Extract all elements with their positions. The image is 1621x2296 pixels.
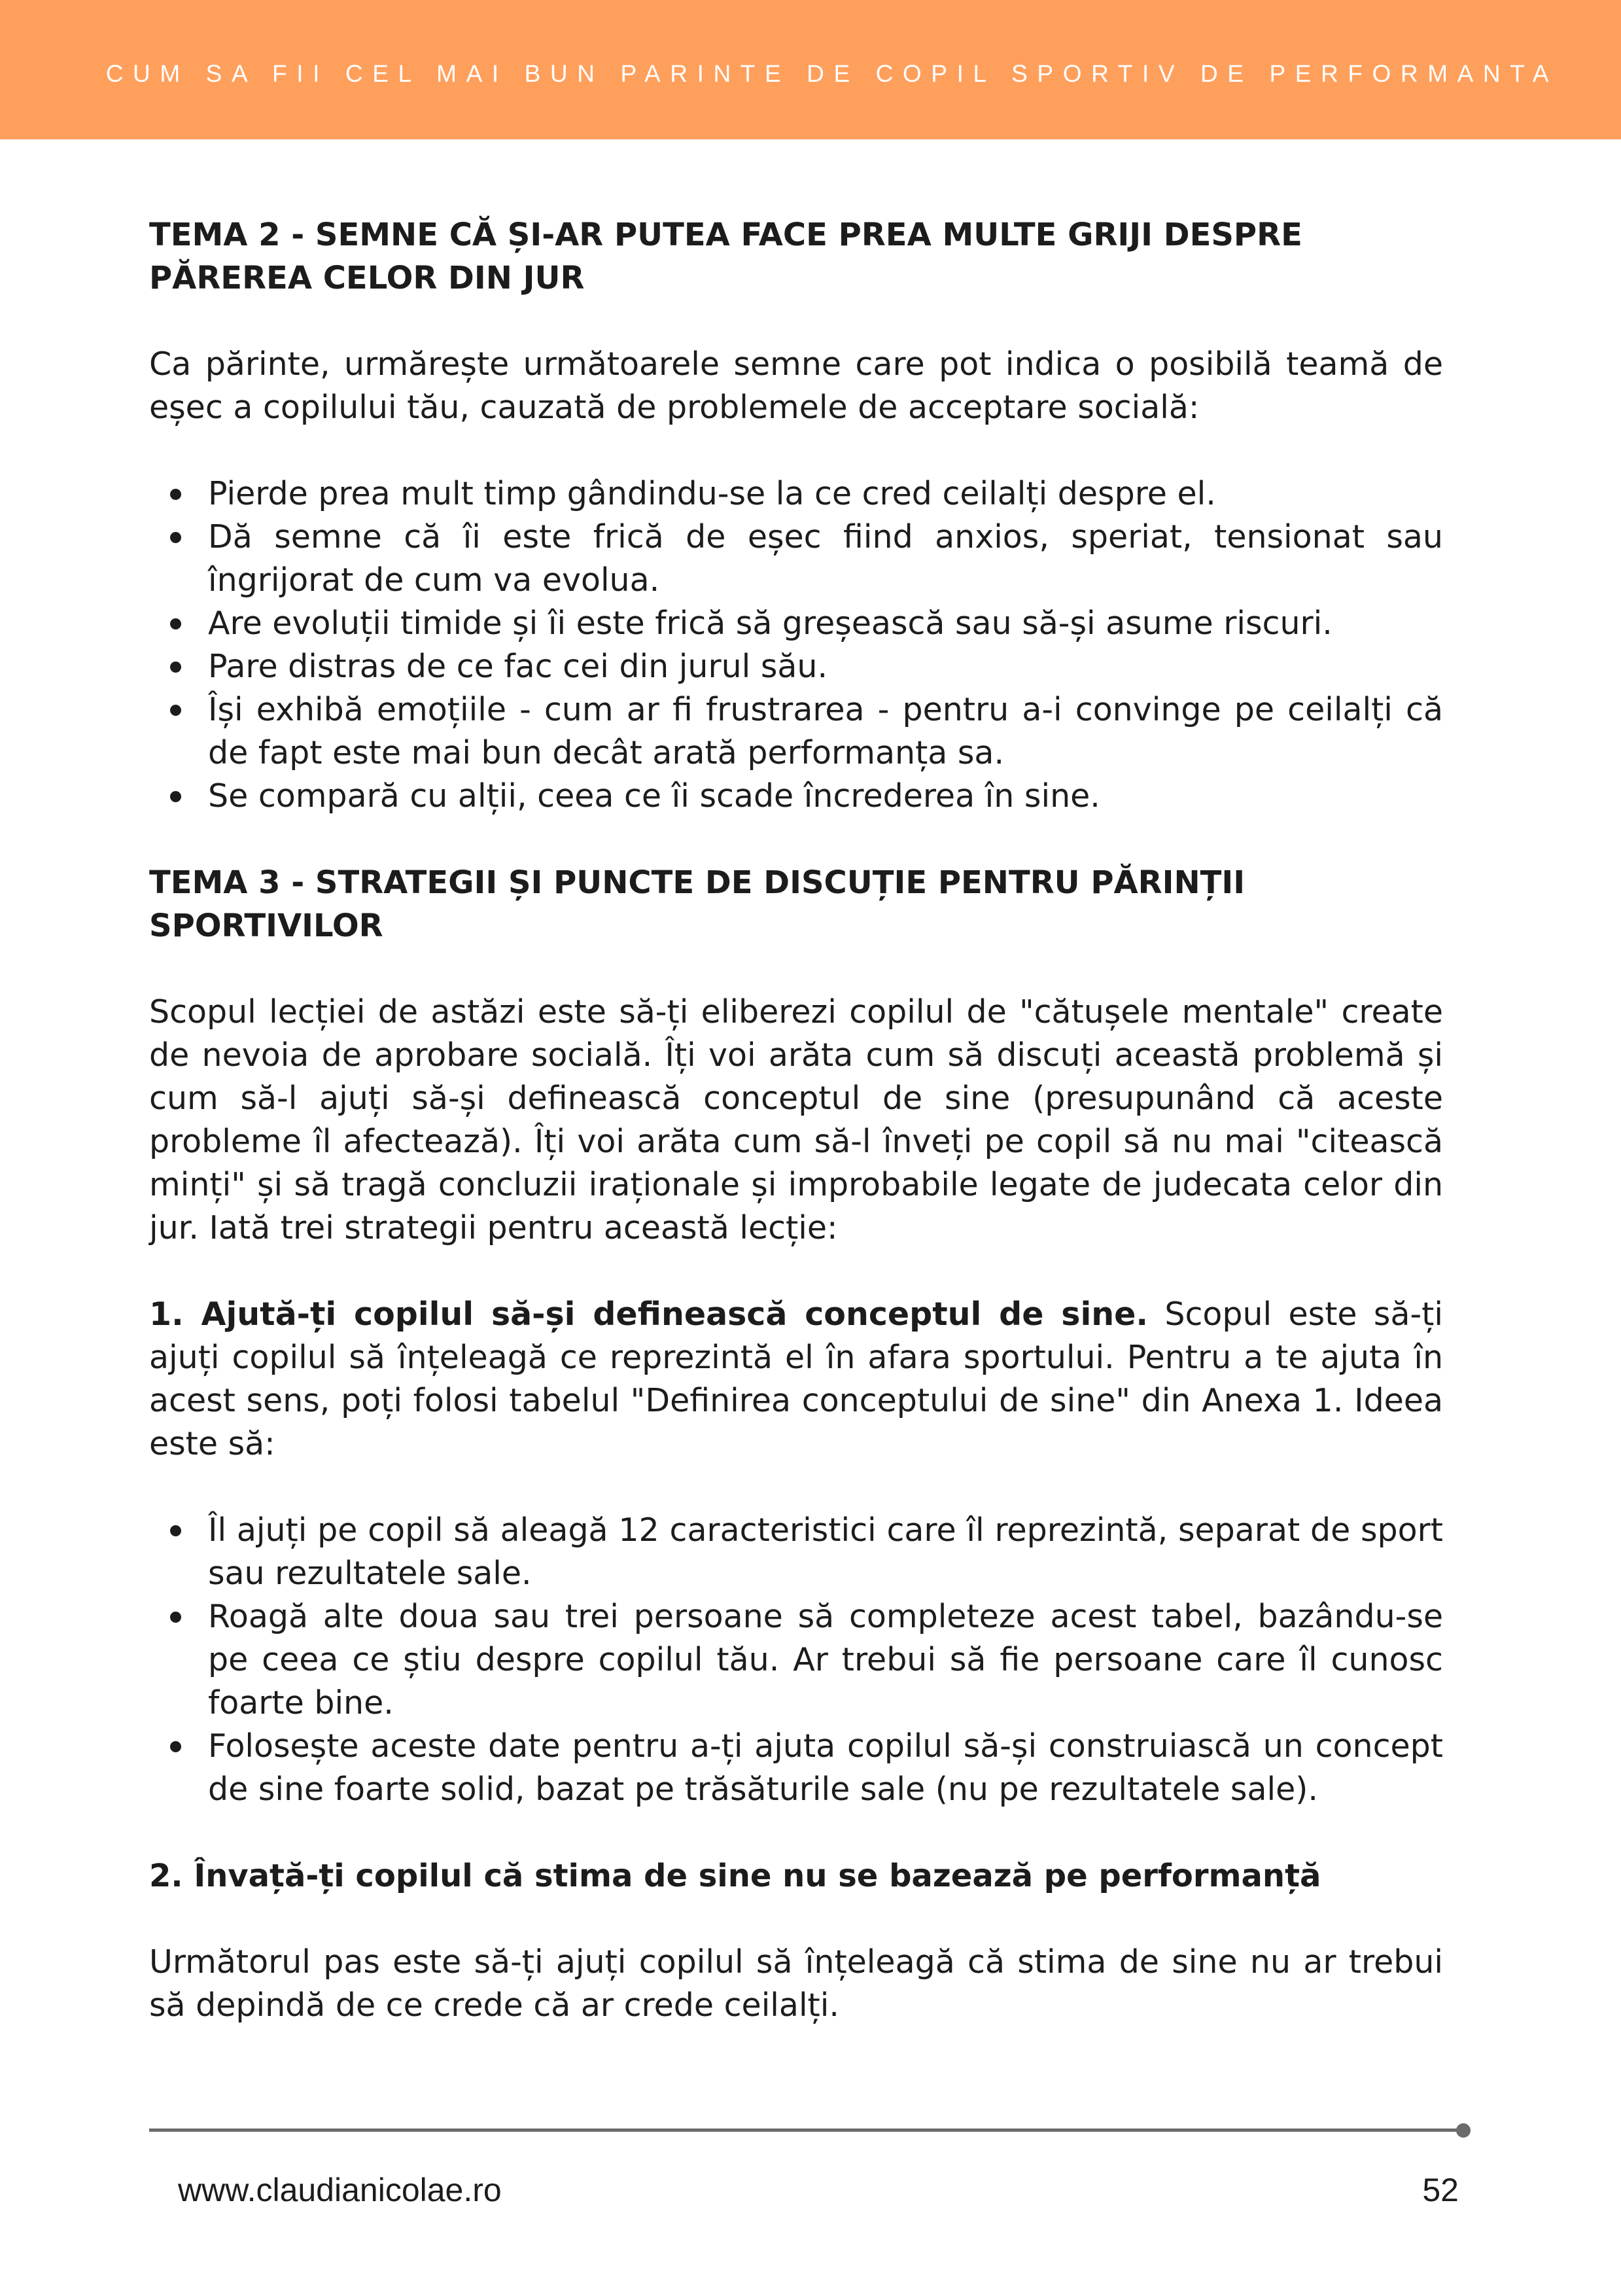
list-item: Se compară cu alții, ceea ce îi scade încrederea în sine. bbox=[149, 775, 1443, 818]
bullet-icon bbox=[170, 1525, 181, 1536]
list-item: Dă semne că îi este frică de eșec fiind anxios, speriat, tensionat sau îngrijorat de cum va evolua. bbox=[149, 516, 1443, 602]
section-3-intro: Scopul lecției de astăzi este să-ți eliberezi copilul de "cătușele mentale" create de nevoia de aprobare socială. Îți voi arăta cum să discuți această problemă și cum să-l ajuți să-și definească conceptul de sine (presupunând că aceste probleme îl afectează). Îți voi arăta cum să-l înveți pe copil să nu mai "citească minți" și să tragă concluzii iraționale și improbabile legate de judecata celor din jur. Iată trei strategii pentru această lecție: bbox=[149, 993, 1443, 1246]
bullet-icon bbox=[170, 705, 181, 716]
footer-website-url: www.claudianicolae.ro bbox=[178, 2172, 502, 2208]
page-content bbox=[149, 213, 1443, 2027]
list-item: Roagă alte doua sau trei persoane să completeze acest tabel, bazându-se pe ceea ce știu despre copilul tău. Ar trebui să fie persoane care îl cunosc foarte bine. bbox=[149, 1595, 1443, 1725]
bullet-icon bbox=[170, 662, 181, 673]
list-item: Pare distras de ce fac cei din jurul său. bbox=[149, 645, 1443, 688]
bullet-icon bbox=[170, 1612, 181, 1623]
bullet-icon bbox=[170, 791, 181, 802]
section-3-heading bbox=[149, 861, 1443, 947]
bullet-icon bbox=[170, 618, 181, 629]
strategy-2-text: Următorul pas este să-ți ajuți copilul să înțeleagă că stima de sine nu ar trebui să depindă de ce crede că ar crede ceilalți. bbox=[149, 1943, 1443, 2024]
strategy-1-title: 1. Ajută-ți copilul să-și definească conceptul de sine. bbox=[149, 1296, 1149, 1333]
page-number: 52 bbox=[1422, 2172, 1459, 2208]
list-item: Pierde prea mult timp gândindu-se la ce cred ceilalți despre el. bbox=[149, 472, 1443, 516]
footer-divider bbox=[149, 2128, 1465, 2132]
list-item: Își exhibă emoțiile - cum ar fi frustrarea - pentru a-i convinge pe ceilalți că de fapt este mai bun decât arată performanța sa. bbox=[149, 688, 1443, 775]
section-2-heading-line-1: TEMA 2 - SEMNE CĂ ȘI-AR PUTEA FACE PREA MULTE GRIJI DESPRE bbox=[149, 217, 1302, 253]
bullet-icon bbox=[170, 532, 181, 543]
section-2-heading bbox=[149, 213, 1443, 300]
strategy-1-steps-list bbox=[149, 1509, 1443, 1811]
strategy-1-text: Scopul este să-ți ajuți copilul să înțeleagă ce reprezintă el în afara sportului. Pentru a te ajuta în acest sens, poți folosi tabelul "Definirea conceptului de sine" din Anexa 1. Ideea este să: bbox=[149, 1296, 1443, 1462]
header-band bbox=[0, 0, 1621, 139]
bullet-icon bbox=[170, 489, 181, 500]
strategy-2-heading: 2. Învață-ți copilul că stima de sine nu se bazează pe performanță bbox=[149, 1858, 1321, 1894]
section-2-heading-line-2: PĂREREA CELOR DIN JUR bbox=[149, 260, 585, 296]
section-2-intro: Ca părinte, urmărește următoarele semne care pot indica o posibilă teamă de eșec a copilului tău, cauzată de problemele de acceptare socială: bbox=[149, 345, 1443, 426]
list-item: Îl ajuți pe copil să aleagă 12 caracteristici care îl reprezintă, separat de sport sau rezultatele sale. bbox=[149, 1509, 1443, 1595]
list-item: Folosește aceste date pentru a-ți ajuta copilul să-și construiască un concept de sine foarte solid, bazat pe trăsăturile sale (nu pe rezultatele sale). bbox=[149, 1725, 1443, 1811]
list-item: Are evoluții timide și îi este frică să greșească sau să-și asume riscuri. bbox=[149, 602, 1443, 645]
footer-divider-dot-icon bbox=[1456, 2123, 1471, 2138]
section-3-heading-line-1: TEMA 3 - STRATEGII ȘI PUNCTE DE DISCUȚIE PENTRU PĂRINȚII bbox=[149, 864, 1246, 901]
bullet-icon bbox=[170, 1741, 181, 1752]
section-2-signs-list bbox=[149, 472, 1443, 818]
strategy-1-paragraph bbox=[149, 1293, 1443, 1466]
section-3-heading-line-2: SPORTIVILOR bbox=[149, 908, 383, 944]
running-header-title: CUM SA FII CEL MAI BUN PARINTE DE COPIL SPORTIV DE PERFORMANTA bbox=[105, 60, 1558, 87]
